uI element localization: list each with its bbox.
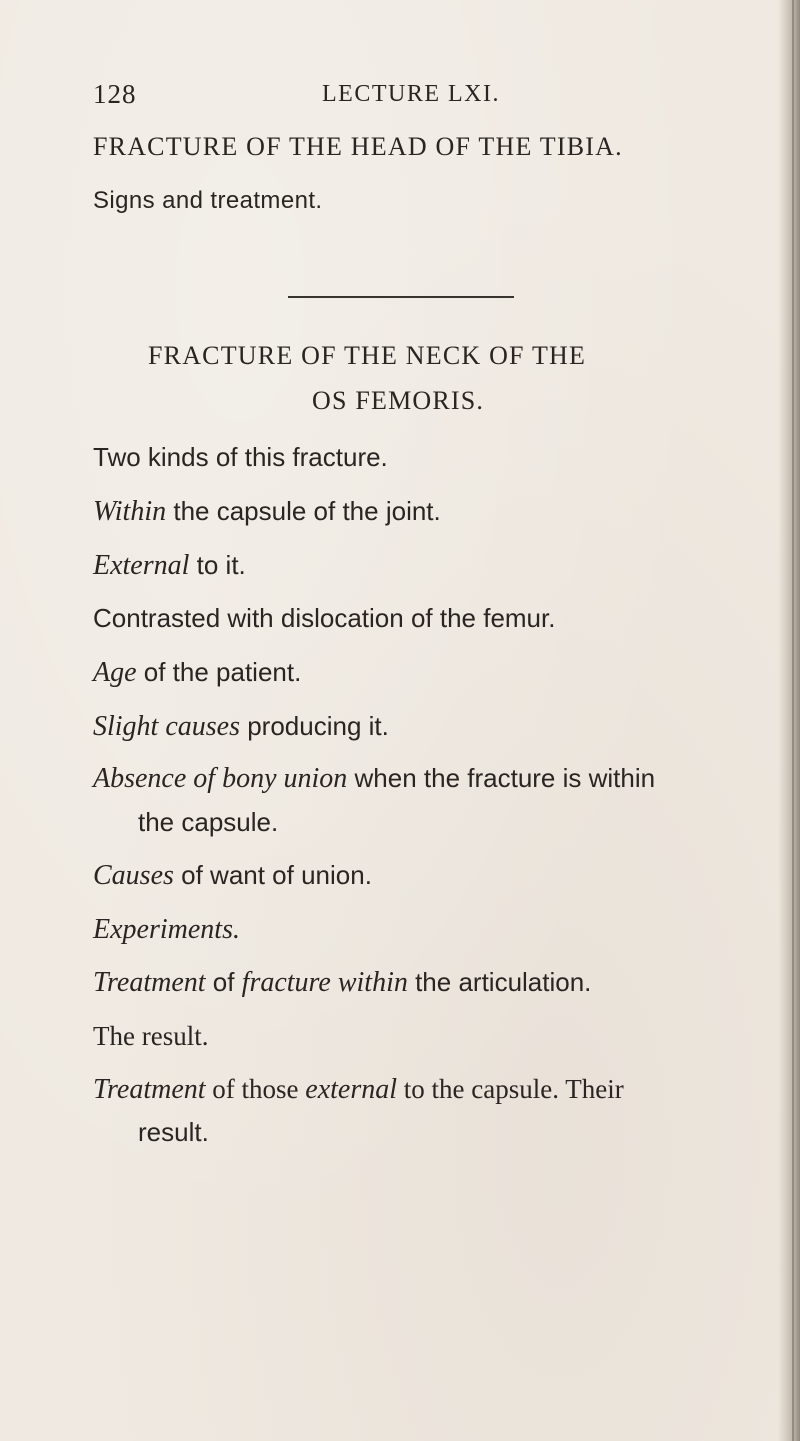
item-text: to it. <box>189 550 246 580</box>
item-emphasis: Absence of bony union <box>93 763 348 794</box>
list-item <box>93 495 441 528</box>
list-item <box>93 710 389 743</box>
list-item <box>93 859 372 892</box>
item-emphasis: Treatment <box>93 967 206 998</box>
item-text: the articulation. <box>407 967 592 997</box>
list-item <box>93 656 301 689</box>
item-emphasis: External <box>93 550 190 581</box>
page-edge-shadow <box>778 0 800 1441</box>
item-emphasis: Age <box>93 657 137 688</box>
section-heading-femur-line2: OS FEMORIS. <box>312 386 485 415</box>
item-text: The result. <box>93 1021 209 1051</box>
list-item <box>93 549 246 582</box>
list-item <box>93 913 240 946</box>
item-text: of the patient. <box>136 657 302 687</box>
item-text: of <box>205 967 242 997</box>
item-emphasis: fracture within <box>241 967 408 998</box>
item-text: of want of union. <box>173 860 372 890</box>
section-heading-tibia: FRACTURE OF THE HEAD OF THE TIBIA. <box>93 132 623 161</box>
item-text: when the fracture is within <box>347 763 656 793</box>
item-emphasis: external <box>305 1074 398 1105</box>
item-emphasis: Slight causes <box>93 711 240 742</box>
item-emphasis: Within <box>93 496 167 527</box>
running-title: LECTURE LXI. <box>322 81 500 107</box>
item-text: Two kinds of this fracture. <box>93 442 388 472</box>
item-emphasis: Causes <box>93 860 174 891</box>
section-heading-femur-line1: FRACTURE OF THE NECK OF THE <box>148 341 587 370</box>
item-text: producing it. <box>240 711 389 741</box>
item-text: of those <box>205 1074 306 1104</box>
list-item <box>93 1073 624 1106</box>
item-text: to the capsule. Their <box>397 1074 624 1104</box>
list-item-continuation <box>138 1116 209 1148</box>
list-item-continuation <box>138 806 278 838</box>
item-text: Contrasted with dislocation of the femur. <box>93 603 556 633</box>
section-divider-rule <box>288 296 514 298</box>
list-item <box>93 966 591 999</box>
list-item <box>93 441 388 473</box>
item-text: result. <box>138 1117 209 1147</box>
page-edge-line <box>792 0 794 1441</box>
page-number: 128 <box>93 79 137 109</box>
item-text: the capsule. <box>138 807 279 837</box>
list-item <box>93 602 555 634</box>
item-emphasis: Treatment <box>93 1074 206 1105</box>
item-emphasis: Experiments. <box>93 914 240 945</box>
list-item <box>93 1020 208 1052</box>
list-item <box>93 762 655 795</box>
tibia-subtext: Signs and treatment. <box>93 187 323 214</box>
item-text: the capsule of the joint. <box>166 496 441 526</box>
